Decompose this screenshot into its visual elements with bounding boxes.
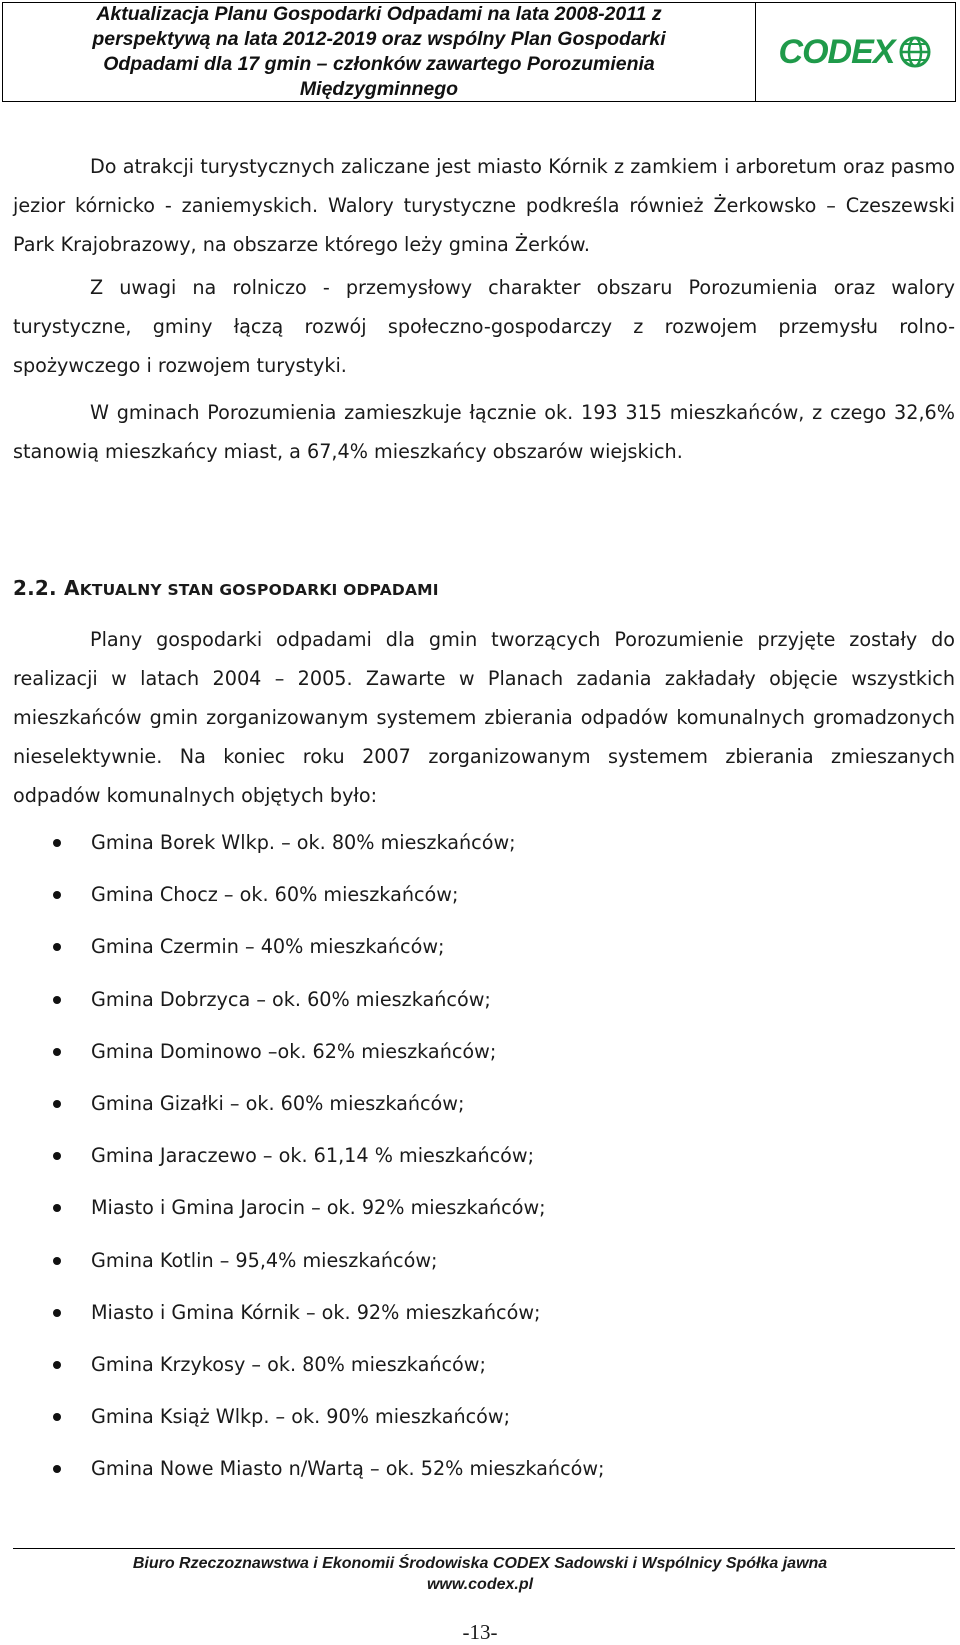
bullet-icon — [53, 891, 61, 899]
list-item: Gmina Kotlin – 95,4% mieszkańców; — [13, 1248, 955, 1300]
bullet-icon — [53, 943, 61, 951]
list-item: Miasto i Gmina Jarocin – ok. 92% mieszkańców; — [13, 1195, 955, 1247]
list-item: Miasto i Gmina Kórnik – ok. 92% mieszkańców; — [13, 1300, 955, 1352]
list-item: Gmina Borek Wlkp. – ok. 80% mieszkańców; — [13, 830, 955, 882]
bullet-icon — [53, 1048, 61, 1056]
codex-logo — [756, 3, 955, 101]
list-item: Gmina Nowe Miasto n/Wartą – ok. 52% mieszkańców; — [13, 1456, 955, 1508]
section-title-rest: KTUALNY STAN GOSPODARKI ODPADAMI — [79, 581, 439, 599]
footer-company: Biuro Rzeczoznawstwa i Ekonomii Środowiska CODEX Sadowski i Wspólnicy Spółka jawna — [132, 1555, 828, 1572]
list-item: Gmina Dobrzyca – ok. 60% mieszkańców; — [13, 987, 955, 1039]
list-item: Gmina Krzykosy – ok. 80% mieszkańców; — [13, 1352, 955, 1404]
page-number: -13- — [462, 1620, 498, 1644]
municipality-list — [13, 830, 955, 1508]
list-item: Gmina Książ Wlkp. – ok. 90% mieszkańców; — [13, 1404, 955, 1456]
bullet-icon — [53, 1465, 61, 1473]
footer-divider — [13, 1548, 955, 1549]
globe-icon — [898, 35, 932, 69]
list-item: Gmina Czermin – 40% mieszkańców; — [13, 934, 955, 986]
list-item: Gmina Dominowo –ok. 62% mieszkańców; — [13, 1039, 955, 1091]
section-number: 2.2. — [13, 576, 57, 600]
paragraph-character: Z uwagi na rolniczo - przemysłowy charakter obszaru Porozumienia oraz walory turystyczne, gminy łączą rozwój społeczno-gospodarczy z rozwojem przemysłu rolno-spożywczego i rozwojem turystyki. — [13, 276, 955, 377]
list-item: Gmina Gizałki – ok. 60% mieszkańców; — [13, 1091, 955, 1143]
bullet-icon — [53, 1152, 61, 1160]
bullet-icon — [53, 996, 61, 1004]
section-title-cap: A — [64, 576, 80, 600]
bullet-icon — [53, 839, 61, 847]
bullet-icon — [53, 1309, 61, 1317]
title-line-4: Międzygminnego — [299, 78, 459, 100]
list-item: Gmina Chocz – ok. 60% mieszkańców; — [13, 882, 955, 934]
page-header — [2, 2, 956, 102]
title-line-2: perspektywą na lata 2012-2019 oraz wspólny Plan Gospodarki — [92, 28, 666, 50]
section-heading — [13, 575, 439, 603]
paragraph-population: W gminach Porozumienia zamieszkuje łącznie ok. 193 315 mieszkańców, z czego 32,6% stanowią mieszkańcy miast, a 67,4% mieszkańcy obszarów wiejskich. — [13, 401, 955, 463]
bullet-icon — [53, 1257, 61, 1265]
document-title — [3, 3, 756, 101]
footer-website: www.codex.pl — [426, 1576, 534, 1593]
title-line-3: Odpadami dla 17 gmin – członków zawartego Porozumienia — [103, 53, 655, 75]
bullet-icon — [53, 1100, 61, 1108]
bullet-icon — [53, 1361, 61, 1369]
bullet-icon — [53, 1413, 61, 1421]
page-footer — [0, 1553, 960, 1595]
logo-text: CODEX — [778, 32, 895, 71]
paragraph-tourism: Do atrakcji turystycznych zaliczane jest miasto Kórnik z zamkiem i arboretum oraz pasmo jezior kórnicko - zaniemyskich. Walory turystyczne podkreśla również Żerkowsko – Czeszewski Park Krajobrazowy, na obszarze którego leży gmina Żerków. — [13, 155, 955, 256]
title-line-1: Aktualizacja Planu Gospodarki Odpadami na lata 2008-2011 z — [96, 3, 662, 25]
paragraph-waste-plans: Plany gospodarki odpadami dla gmin tworzących Porozumienie przyjęte zostały do realizacji w latach 2004 – 2005. Zawarte w Planach zadania zakładały objęcie wszystkich mieszkańców gmin zorganizowanym systemem zbierania odpadów komunalnych gromadzonych nieselektywnie. Na koniec roku 2007 zorganizowanym systemem zbierania zmieszanych odpadów komunalnych objętych było: — [13, 628, 955, 807]
list-item: Gmina Jaraczewo – ok. 61,14 % mieszkańców; — [13, 1143, 955, 1195]
bullet-icon — [53, 1204, 61, 1212]
